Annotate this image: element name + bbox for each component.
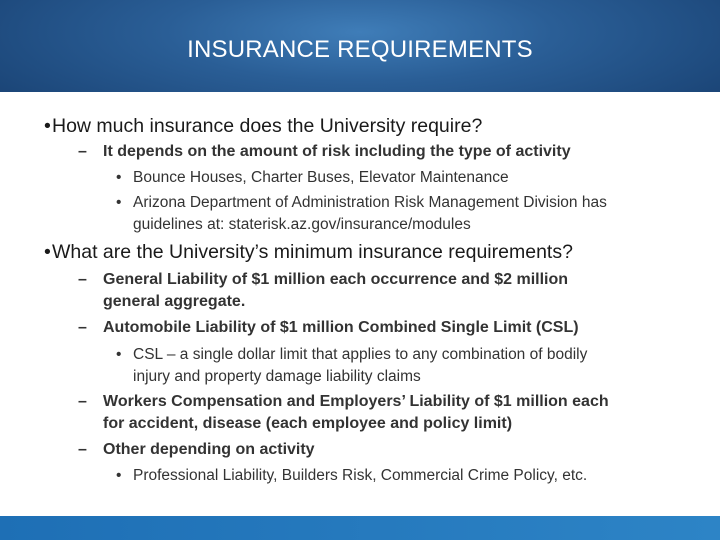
sub-bullet-marker: – bbox=[78, 143, 87, 160]
sub-bullet-marker: – bbox=[78, 393, 87, 410]
sub-sub-bullet-text: Professional Liability, Builders Risk, Commercial Crime Policy, etc. bbox=[133, 467, 588, 484]
sub-bullet-marker: – bbox=[78, 441, 87, 458]
sub-bullet-text: Automobile Liability of $1 million Combined Single Limit (CSL) bbox=[103, 319, 579, 336]
sub-sub-bullet-marker: • bbox=[116, 346, 122, 363]
sub-sub-bullet-text: injury and property damage liability claims bbox=[133, 368, 421, 385]
bullet-marker: • bbox=[44, 241, 51, 263]
sub-bullet-text: It depends on the amount of risk including the type of activity bbox=[103, 143, 571, 160]
sub-bullet-marker: – bbox=[78, 271, 87, 288]
slide-title: INSURANCE REQUIREMENTS bbox=[187, 36, 533, 63]
sub-bullet-text: Workers Compensation and Employers’ Liability of $1 million each bbox=[103, 393, 609, 410]
bullet-marker: • bbox=[44, 115, 51, 137]
sub-sub-bullet-text: CSL – a single dollar limit that applies to any combination of bodily bbox=[133, 346, 588, 363]
sub-sub-bullet-marker: • bbox=[116, 194, 122, 211]
sub-bullet-text: General Liability of $1 million each occurrence and $2 million bbox=[103, 271, 569, 288]
sub-bullet-text: general aggregate. bbox=[103, 293, 246, 310]
bullet-text: What are the University’s minimum insurance requirements? bbox=[52, 241, 573, 263]
sub-sub-bullet-marker: • bbox=[116, 467, 122, 484]
sub-bullet-text: for accident, disease (each employee and policy limit) bbox=[103, 415, 513, 432]
sub-bullet-text: Other depending on activity bbox=[103, 441, 315, 458]
slide-header bbox=[0, 0, 720, 92]
sub-sub-bullet-text: Bounce Houses, Charter Buses, Elevator Maintenance bbox=[133, 169, 509, 186]
sub-sub-bullet-text: Arizona Department of Administration Risk Management Division has bbox=[133, 194, 607, 211]
bullet-text: How much insurance does the University require? bbox=[52, 115, 483, 137]
sub-bullet-marker: – bbox=[78, 319, 87, 336]
footer-bar bbox=[0, 516, 720, 540]
sub-sub-bullet-text: guidelines at: staterisk.az.gov/insurance/modules bbox=[133, 216, 471, 233]
sub-sub-bullet-marker: • bbox=[116, 169, 122, 186]
